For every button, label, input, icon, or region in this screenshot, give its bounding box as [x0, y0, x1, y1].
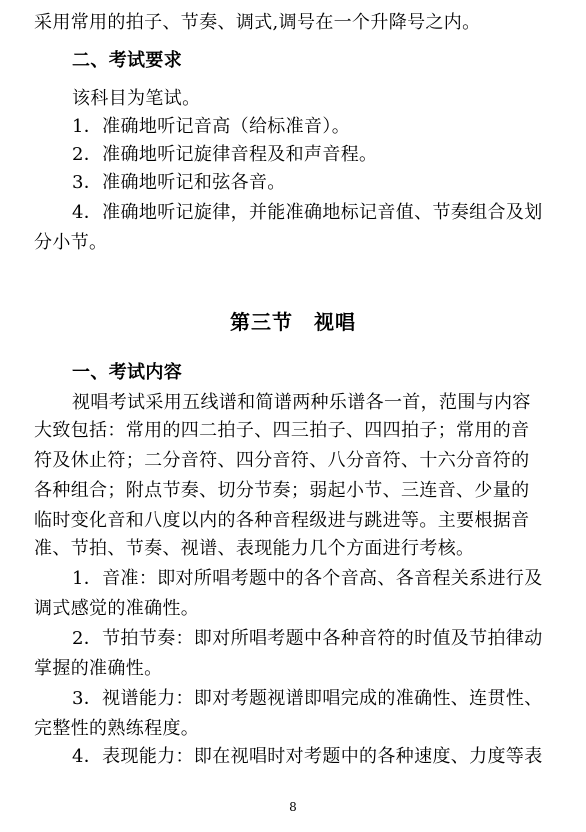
section-heading-exam-requirements: 二、考试要求 [72, 50, 183, 71]
list-item: 3．视谱能力：即对考题视谱即唱完成的准确性、连贯性、 [72, 688, 543, 709]
list-item-continuation: 掌握的准确性。 [34, 658, 163, 679]
section-heading-exam-content: 一、考试内容 [72, 362, 183, 383]
list-item: 1．音准：即对所唱考题中的各个音高、各音程关系进行及 [72, 568, 543, 589]
list-item-continuation: 完整性的熟练程度。 [34, 718, 200, 739]
list-item: 1．准确地听记音高（给标准音）。 [72, 116, 351, 137]
paragraph-line: 准、节拍、节奏、视谱、表现能力几个方面进行考核。 [34, 538, 475, 559]
paragraph-line: 采用常用的拍子、节奏、调式,调号在一个升降号之内。 [34, 12, 481, 33]
paragraph-line: 大致包括：常用的四二拍子、四三拍子、四四拍子；常用的音 [34, 420, 530, 441]
list-item-continuation: 分小节。 [34, 232, 108, 253]
paragraph-line: 符及休止符；二分音符、四分音符、八分音符、十六分音符的 [34, 450, 530, 471]
section-title: 第三节 视唱 [230, 310, 356, 334]
paragraph-line: 该科目为笔试。 [72, 88, 201, 109]
list-item: 3．准确地听记和弦各音。 [72, 172, 286, 193]
page-number: 8 [289, 800, 297, 814]
list-item: 4．表现能力：即在视唱时对考题中的各种速度、力度等表 [72, 746, 543, 767]
list-item: 4．准确地听记旋律，并能准确地标记音值、节奏组合及划 [72, 202, 543, 223]
paragraph-line: 各种组合；附点节奏、切分节奏；弱起小节、三连音、少量的 [34, 480, 530, 501]
list-item: 2．节拍节奏：即对所唱考题中各种音符的时值及节拍律动 [72, 628, 543, 649]
paragraph-line: 视唱考试采用五线谱和简谱两种乐谱各一首，范围与内容 [72, 392, 531, 413]
list-item: 2．准确地听记旋律音程及和声音程。 [72, 144, 378, 165]
paragraph-line: 临时变化音和八度以内的各种音程级进与跳进等。主要根据音 [34, 510, 530, 531]
list-item-continuation: 调式感觉的准确性。 [34, 598, 200, 619]
